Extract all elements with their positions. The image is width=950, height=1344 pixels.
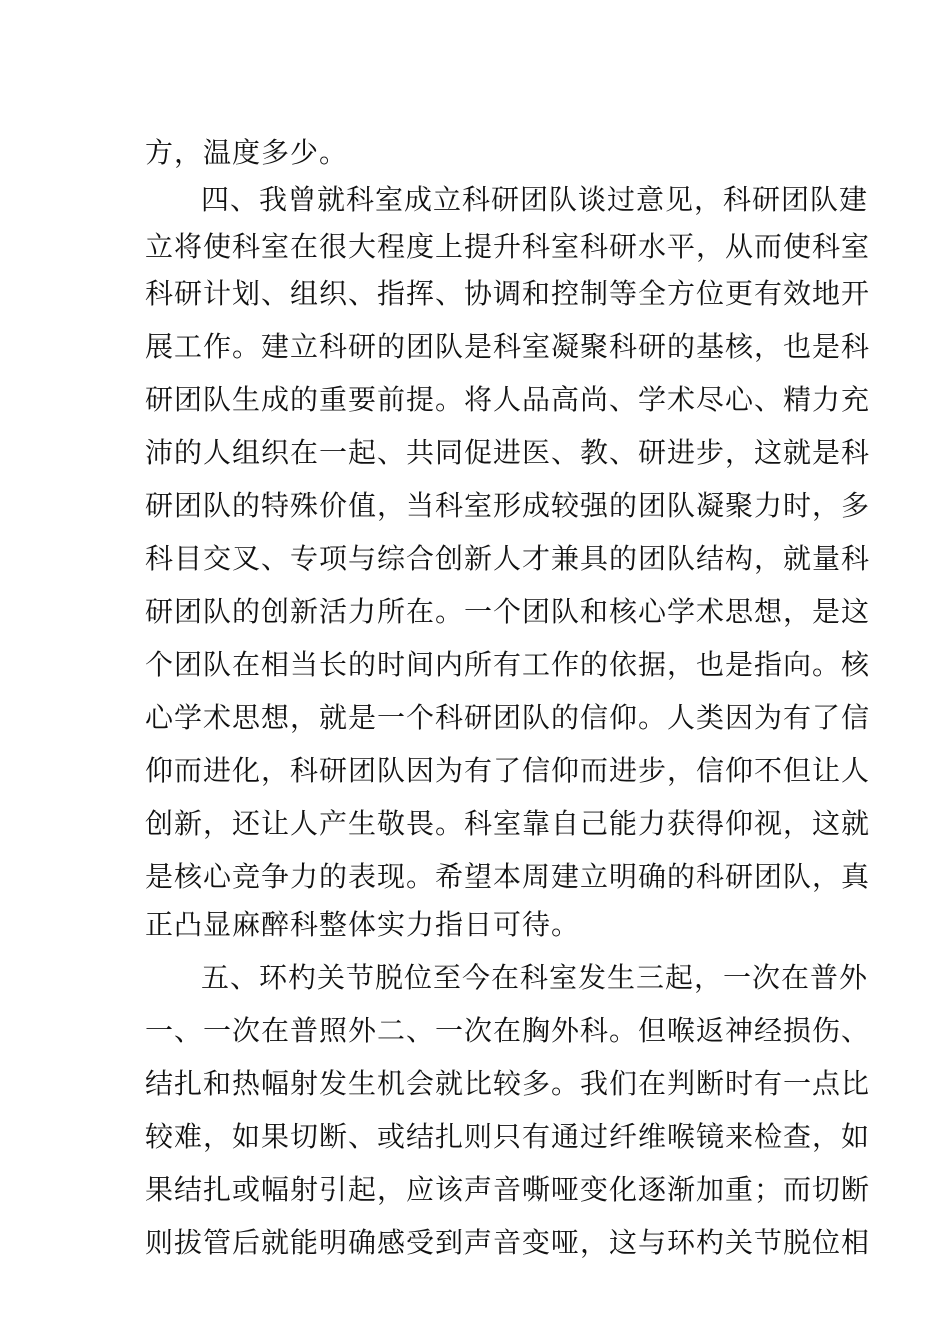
text-line: 则拔管后就能明确感受到声音变哑，这与环杓关节脱位相 [145, 1226, 871, 1259]
text-line: 研团队的创新活力所在。一个团队和核心学术思想，是这 [145, 595, 871, 628]
paragraph-start-line: 五、环杓关节脱位至今在科室发生三起，一次在普外 [201, 961, 869, 994]
text-line: 研团队的特殊价值，当科室形成较强的团队凝聚力时，多 [145, 489, 871, 522]
text-line: 沛的人组织在一起、共同促进医、教、研进步，这就是科 [145, 436, 871, 469]
text-line: 科研计划、组织、指挥、协调和控制等全方位更有效地开 [145, 277, 871, 310]
text-line: 仰而进化，科研团队因为有了信仰而进步，信仰不但让人 [145, 754, 871, 787]
text-line: 正凸显麻醉科整体实力指日可待。 [145, 908, 581, 941]
text-line: 较难，如果切断、或结扎则只有通过纤维喉镜来检查，如 [145, 1120, 871, 1153]
text-line: 展工作。建立科研的团队是科室凝聚科研的基核，也是科 [145, 330, 871, 363]
text-line: 心学术思想，就是一个科研团队的信仰。人类因为有了信 [145, 701, 871, 734]
text-line: 科目交叉、专项与综合创新人才兼具的团队结构，就量科 [145, 542, 871, 575]
text-line: 一、一次在普照外二、一次在胸外科。但喉返神经损伤、 [145, 1014, 871, 1047]
text-line: 果结扎或幅射引起，应该声音嘶哑变化逐渐加重；而切断 [145, 1173, 871, 1206]
text-line: 结扎和热幅射发生机会就比较多。我们在判断时有一点比 [145, 1067, 871, 1100]
text-line: 是核心竞争力的表现。希望本周建立明确的科研团队，真 [145, 860, 871, 893]
text-line: 创新，还让人产生敬畏。科室靠自己能力获得仰视，这就 [145, 807, 871, 840]
text-line: 研团队生成的重要前提。将人品高尚、学术尽心、精力充 [145, 383, 871, 416]
text-line: 立将使科室在很大程度上提升科室科研水平，从而使科室 [145, 230, 871, 263]
text-line: 个团队在相当长的时间内所有工作的依据，也是指向。核 [145, 648, 871, 681]
text-line: 方，温度多少。 [145, 136, 349, 169]
paragraph-start-line: 四、我曾就科室成立科研团队谈过意见，科研团队建 [201, 183, 869, 216]
